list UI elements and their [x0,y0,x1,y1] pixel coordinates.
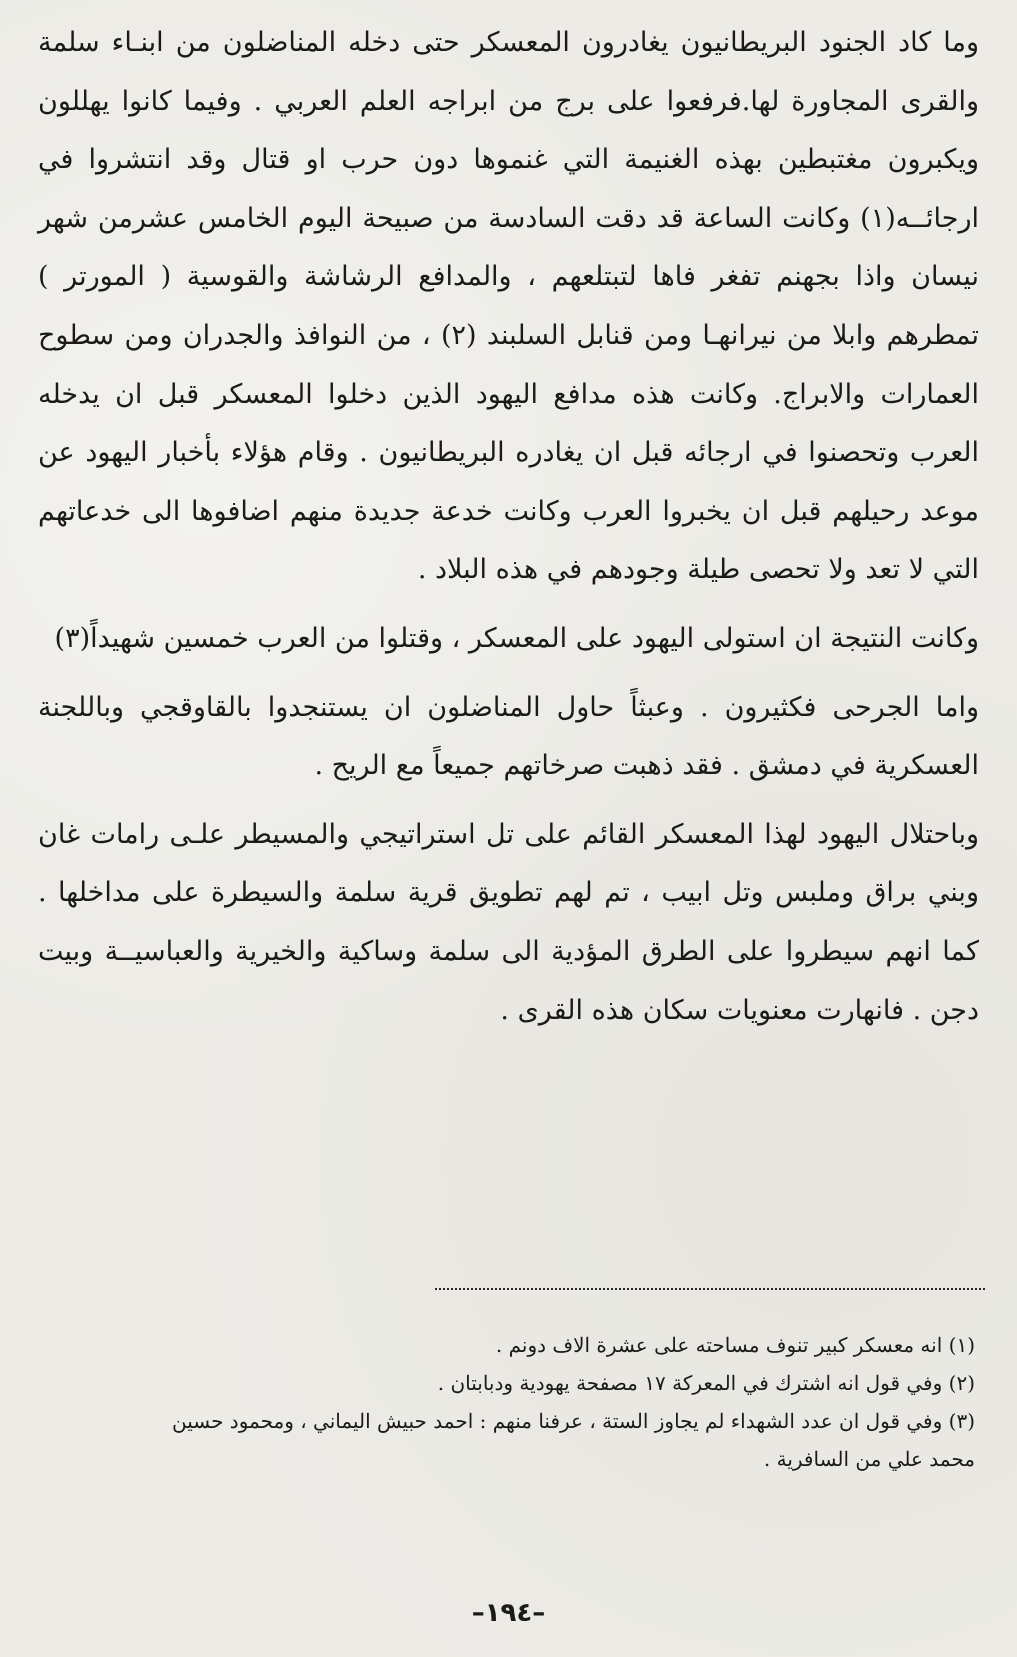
paragraph-1: وما كاد الجنود البريطانيون يغادرون المعسكر حتى دخله المناضلون من ابنـاء سلمة والقرى المجاورة لها.فرفعوا على برج من ابراجه العلم العربي . وفيما كانوا يهللون ويكبرون مغتبطين بهذه الغنيمة التي غنموها دون حرب او قتال وقد انتشروا في ارجائــه(١) وكانت الساعة قد دقت السادسة من صبيحة اليوم الخامس عشرمن شهر نيسان واذا بجهنم تفغر فاها لتبتلعهم ، والمدافع الرشاشة والقوسية ( المورتر ) تمطرهم وابلا من نيرانهـا ومن قنابل السلبند (٢) ، من النوافذ والجدران ومن سطوح العمارات والابراج. وكانت هذه مدافع اليهود الذين دخلوا المعسكر قبل ان يدخله العرب وتحصنوا في ارجائه قبل ان يغادره البريطانيون . وقام هؤلاء بأخبار اليهود عن موعد رحيلهم قبل ان يخبروا العرب وكانت خدعة جديدة منهم اضافوها الى خدعاتهم التي لا تعد ولا تحصى طيلة وجودهم في هذه البلاد . [38,27,979,586]
footnote-separator [435,1288,985,1290]
page-number: –١٩٤– [471,1598,546,1628]
footnotes [25,1326,975,1478]
footnote-3: (٣) وفي قول ان عدد الشهداء لم يجاوز الستة ، عرفنا منهم : احمد حبيش اليماني ، ومحمود حسين [171,1409,975,1433]
footnote-2: (٢) وفي قول انه اشترك في المعركة ١٧ مصفحة يهودية ودبابتان . [437,1371,975,1395]
footnote-3-continuation: محمد علي من السافرية . [763,1447,975,1471]
paragraph-4: وباحتلال اليهود لهذا المعسكر القائم على تل استراتيجي والمسيطر علـى رامات غان وبني براق وملبس وتل ابيب ، تم لهم تطويق قرية سلمة والسيطرة على مداخلها . كما انهم سيطروا على الطرق المؤدية الى سلمة وساكية والخيرية والعباسيــة وبيت دجن . فانهارت معنويات سكان هذه القرى . [38,818,979,1026]
main-text [38,14,979,1040]
paragraph-2: وكانت النتيجة ان استولى اليهود على المعسكر ، وقتلوا من العرب خمسين شهيداً(٣) [54,622,979,654]
footnote-1: (١) انه معسكر كبير تنوف مساحته على عشرة الاف دونم . [495,1333,975,1357]
paragraph-3: واما الجرحى فكثيرون . وعبثاً حاول المناضلون ان يستنجدوا بالقاوقجي وباللجنة العسكرية في دمشق . فقد ذهبت صرخاتهم جميعاً مع الريح . [38,691,979,782]
